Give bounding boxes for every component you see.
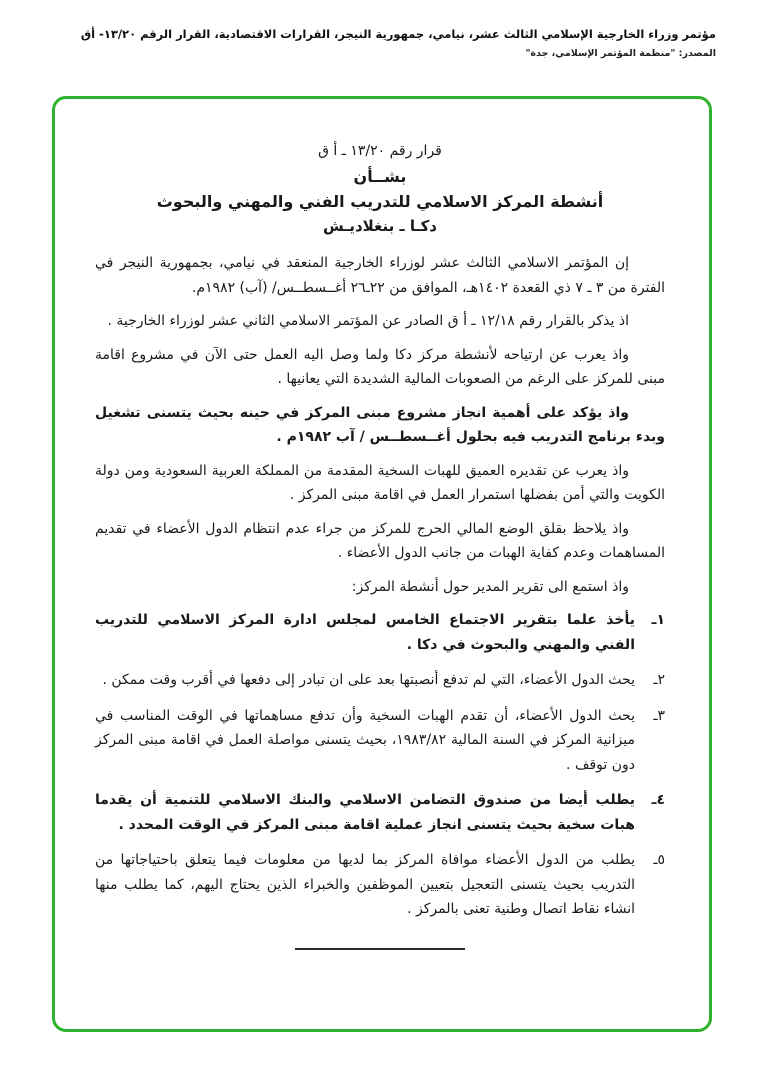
item-number: ٤ـ [651,792,665,808]
header-citation: مؤتمر وزراء الخارجية الإسلامي الثالث عشر، نيامي، جمهورية النيجر، القرارات الاقتصادية، القرار الرقم ١٣/٢٠- أق [80,27,716,41]
header-source: المصدر: "منظمة المؤتمر الإسلامي، جدة" [525,48,716,60]
paragraph: واذ يعرب عن ارتياحه لأنشطة مركز دكا ولما وصل اليه العمل حتى الآن في مشروع اقامة مبنى للمركز على الرغم من الصعوبات المالية الشديدة التي يعانيها . [95,346,665,387]
paragraph: اذ يذكر بالقرار رقم ١٢/١٨ ـ أ ق الصادر عن المؤتمر الاسلامي الثاني عشر لوزراء الخارجية . [107,313,629,329]
item-number: ١ـ [651,612,665,628]
paragraph: واذ يعرب عن تقديره العميق للهبات السخية المقدمة من المملكة العربية السعودية ومن دولة الكويت والتي أمن بفضلها استمرار العمل في اقامة مبنى المركز . [95,462,665,503]
item-number: ٣ـ [653,707,665,724]
item-text: يطلب أيضا من صندوق التضامن الاسلامي والبنك الاسلامي للتنمية أن يقدما هبات سخية بحيث يتسنى انجاز عملية اقامة مبنى المركز في الوقت المحدد . [95,792,635,833]
list-item [95,668,665,693]
title-subject: أنشطة المركز الاسلامي للتدريب الفني والمهني والبحوث [156,192,604,211]
list-item [95,608,665,657]
green-border-frame [52,96,712,1032]
paragraphs [95,251,665,599]
item-text: يحث الدول الأعضاء، أن تقدم الهبات السخية وأن تدفع مساهماتها في الوقت المناسب في ميزانية المركز في السنة المالية ١٩٨٣/٨٢، بحيث يتسنى مواصلة العمل في اقامة مبنى المركز دون توقف . [95,707,636,773]
item-number: ٢ـ [653,672,665,688]
paragraph: واذ يلاحظ بقلق الوضع المالي الحرج للمركز من جراء عدم انتظام الدول الأعضاء في تقديم المساهمات وعدم كفاية الهبات من جانب الدول الأعضاء . [95,520,665,561]
document-content [55,99,709,950]
closing-rule [295,948,465,950]
list-item [95,788,665,837]
list-item [95,848,665,922]
item-text: يحث الدول الأعضاء، التي لم تدفع أنصبتها بعد على ان تبادر إلى دفعها في أقرب وقت ممكن . [102,672,635,688]
numbered-items [95,608,665,922]
paragraph: واذ يؤكد على أهمية انجاز مشروع مبنى المركز في حينه بحيث يتسنى تشغيل وبدء برنامج التدريب فيه بحلول أغــسطــس / آب ١٩٨٢م . [95,404,665,445]
list-item [95,704,665,778]
resolution-number-title: قرار رقم ١٣/٢٠ ـ أ ق [318,143,442,159]
title-location: دكـا ـ بنغلاديـش [322,217,438,235]
item-text: يأخذ علما بتقرير الاجتماع الخامس لمجلس ادارة المركز الاسلامي للتدريب الفني والمهني والبحوث في دكا . [95,612,635,653]
title-block [95,143,665,235]
title-regarding: بشــأن [353,167,407,186]
paragraph: واذ استمع الى تقرير المدير حول أنشطة المركز: [351,578,629,595]
item-text: يطلب من الدول الأعضاء موافاة المركز بما لديها من معلومات فيما يتعلق باحتياجاتها من التدريب بحيث يتسنى التعجيل بتعيين الموظفين والخبراء الذين يحتاج اليهم، كما يطلب منها انشاء نقاط اتصال وطنية تعنى بالمركز . [95,852,635,917]
paragraph: إن المؤتمر الاسلامي الثالث عشر لوزراء الخارجية المنعقد في نيامي، بجمهورية النيجر في الفترة من ٣ ـ ٧ ذي القعدة ١٤٠٢هـ، الموافق من ٢٢ـ٢٦ أغــسطــس/ (آب) ١٩٨٢م. [95,255,665,296]
item-number: ٥ـ [653,852,665,868]
document-header [0,0,758,59]
